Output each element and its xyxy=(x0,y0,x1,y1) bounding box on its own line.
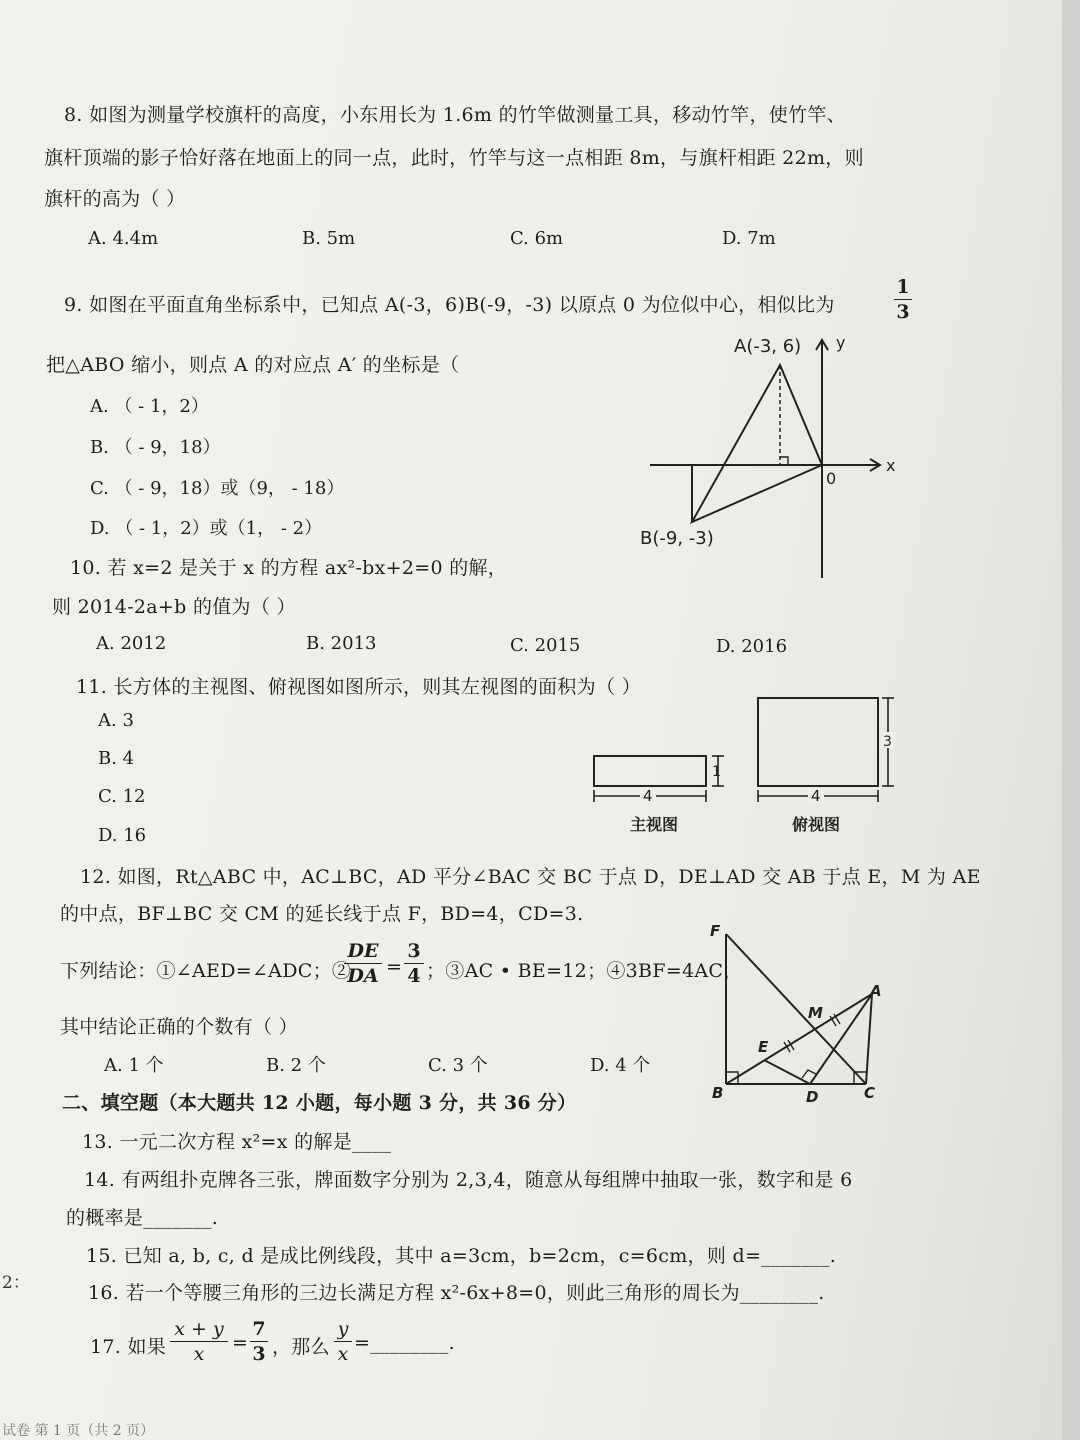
q11-option-d: D. 16 xyxy=(98,825,147,846)
q12-frac2-num: 3 xyxy=(407,940,421,962)
q17-mid: ，那么 xyxy=(272,1336,330,1358)
q9-label-o: 0 xyxy=(826,469,837,488)
q11-views-figure xyxy=(586,690,906,840)
q9-option-a: A. （ - 1，2） xyxy=(90,396,209,417)
q17-fraction-3 xyxy=(334,1318,352,1365)
q12-segment-de xyxy=(764,1060,810,1084)
q12-frac2-den: 4 xyxy=(407,965,421,987)
q8-line3: 旗杆的高为（ ） xyxy=(44,188,186,210)
q9-label-b: B(-9, -3) xyxy=(640,528,714,549)
q17-f2-num: 7 xyxy=(252,1318,266,1340)
q9-label-a: A(-3, 6) xyxy=(734,336,802,357)
q17-prefix: 17. 如果 xyxy=(90,1336,167,1358)
paper-edge xyxy=(1062,0,1080,1440)
q13-text: 13. 一元二次方程 x²=x 的解是____ xyxy=(82,1131,392,1153)
page-footer: 试卷 第 1 页（共 2 页） xyxy=(2,1423,155,1439)
q12-line3b: ；③AC • BE=12；④3BF=4AC， xyxy=(426,960,743,982)
q9-ratio-fraction xyxy=(894,276,912,323)
q12-option-a: A. 1 个 xyxy=(104,1055,164,1076)
q12-option-c: C. 3 个 xyxy=(428,1055,488,1076)
q10-line1: 10. 若 x=2 是关于 x 的方程 ax²-bx+2=0 的解， xyxy=(70,557,508,579)
q15-text: 15. 已知 a, b, c, d 是成比例线段，其中 a=3cm，b=2cm，c=6cm，则 d=_______. xyxy=(86,1245,837,1267)
q12-label-e: E xyxy=(758,1038,769,1056)
q12-line4: 其中结论正确的个数有（ ） xyxy=(60,1016,298,1038)
q17-suffix: =________. xyxy=(354,1332,455,1354)
q8-line2: 旗杆顶端的影子恰好落在地面上的同一点，此时，竹竿与这一点相距 8m，与旗杆相距 22m，则 xyxy=(44,147,864,169)
q10-option-a: A. 2012 xyxy=(96,633,167,654)
q11-line1: 11. 长方体的主视图、俯视图如图所示，则其左视图的面积为（ ） xyxy=(76,676,641,698)
q12-segment-fc xyxy=(726,934,866,1084)
q12-label-f: F xyxy=(710,922,721,940)
q12-segment-ab xyxy=(726,994,872,1084)
q12-label-m: M xyxy=(808,1004,823,1022)
q12-frac1-num: DE xyxy=(347,940,379,962)
q11-option-c: C. 12 xyxy=(98,786,146,807)
q17-f1-num: x + y xyxy=(174,1318,224,1340)
q9-ratio-den: 3 xyxy=(896,301,910,323)
q11-front-view-rect xyxy=(594,756,706,786)
q8-option-c: C. 6m xyxy=(510,228,564,249)
q12-triangle-figure xyxy=(706,920,906,1110)
q17-f3-den: x xyxy=(337,1343,349,1365)
q12-label-b: B xyxy=(712,1084,724,1102)
q9-line1: 9. 如图在平面直角坐标系中，已知点 A(-3，6)B(-9，-3) 以原点 0 为位似中心，相似比为 xyxy=(64,294,835,316)
q12-fraction-de-da xyxy=(344,940,382,987)
q10-option-b: B. 2013 xyxy=(306,633,377,654)
q10-option-c: C. 2015 xyxy=(510,635,581,656)
q17-fraction-1 xyxy=(170,1318,228,1365)
q9-option-c: C. （ - 9，18）或（9， - 18） xyxy=(90,478,345,499)
q11-top-view-rect xyxy=(758,698,878,786)
q9-option-b: B. （ - 9，18） xyxy=(90,437,221,458)
q11-front-width-label: 4 xyxy=(643,787,653,805)
q11-option-a: A. 3 xyxy=(98,710,134,731)
q17-equals: = xyxy=(232,1332,249,1354)
q12-frac1-den: DA xyxy=(347,965,379,987)
q12-option-d: D. 4 个 xyxy=(590,1055,651,1076)
q9-coordinate-figure xyxy=(640,330,900,585)
q8-option-b: B. 5m xyxy=(302,228,356,249)
q14-line1: 14. 有两组扑克牌各三张，牌面数字分别为 2,3,4，随意从每组牌中抽取一张，数字和是 6 xyxy=(84,1169,853,1191)
q17-fraction-2 xyxy=(250,1318,268,1365)
q9-label-y: y xyxy=(836,333,846,352)
q12-line2: 的中点，BF⊥BC 交 CM 的延长线于点 F，BD=4，CD=3. xyxy=(60,903,584,925)
q9-triangle-abo xyxy=(692,365,822,522)
q12-fraction-3-4 xyxy=(404,940,424,987)
q12-line3a: 下列结论：①∠AED=∠ADC；② xyxy=(60,960,352,982)
q16-text: 16. 若一个等腰三角形的三边长满足方程 x²-6x+8=0，则此三角形的周长为________. xyxy=(88,1282,825,1304)
q8-option-d: D. 7m xyxy=(722,228,776,249)
q8-option-a: A. 4.4m xyxy=(88,228,159,249)
q9-option-d: D. （ - 1，2）或（1， - 2） xyxy=(90,518,323,539)
section2-title: 二、填空题（本大题共 12 小题，每小题 3 分，共 36 分） xyxy=(62,1092,577,1114)
q17-f3-num: y xyxy=(337,1318,349,1340)
q11-option-b: B. 4 xyxy=(98,748,135,769)
q11-front-caption: 主视图 xyxy=(630,815,679,834)
q9-line2: 把△ABO 缩小，则点 A 的对应点 A′ 的坐标是（ xyxy=(46,354,460,376)
q17-f1-den: x xyxy=(193,1343,205,1365)
q14-line2: 的概率是_______. xyxy=(66,1207,219,1229)
q12-line1: 12. 如图，Rt△ABC 中，AC⊥BC，AD 平分∠BAC 交 BC 于点 D，DE⊥AD 交 AB 于点 E，M 为 AE xyxy=(80,866,981,888)
q11-top-caption: 俯视图 xyxy=(792,815,841,834)
q9-right-angle-icon xyxy=(780,457,788,465)
q11-front-height-label: 1 xyxy=(712,764,721,780)
q17-f2-den: 3 xyxy=(252,1343,266,1365)
q10-option-d: D. 2016 xyxy=(716,636,788,657)
q12-option-b: B. 2 个 xyxy=(266,1055,326,1076)
q11-top-width-label: 4 xyxy=(811,787,821,805)
q8-line1: 8. 如图为测量学校旗杆的高度，小东用长为 1.6m 的竹竿做测量工具，移动竹竿，使竹竿、 xyxy=(64,104,846,126)
q12-label-c: C xyxy=(864,1084,876,1102)
q11-top-height-label: 3 xyxy=(883,734,892,750)
q12-label-a: A xyxy=(870,982,882,1000)
q12-segment-ca xyxy=(866,994,872,1084)
margin-mark: 2： xyxy=(2,1273,30,1293)
q12-label-d: D xyxy=(806,1088,819,1106)
q9-ratio-num: 1 xyxy=(896,276,910,298)
q12-equals: = xyxy=(386,956,403,978)
q10-line2: 则 2014-2a+b 的值为（ ） xyxy=(52,596,296,618)
q9-label-x: x xyxy=(886,456,896,475)
